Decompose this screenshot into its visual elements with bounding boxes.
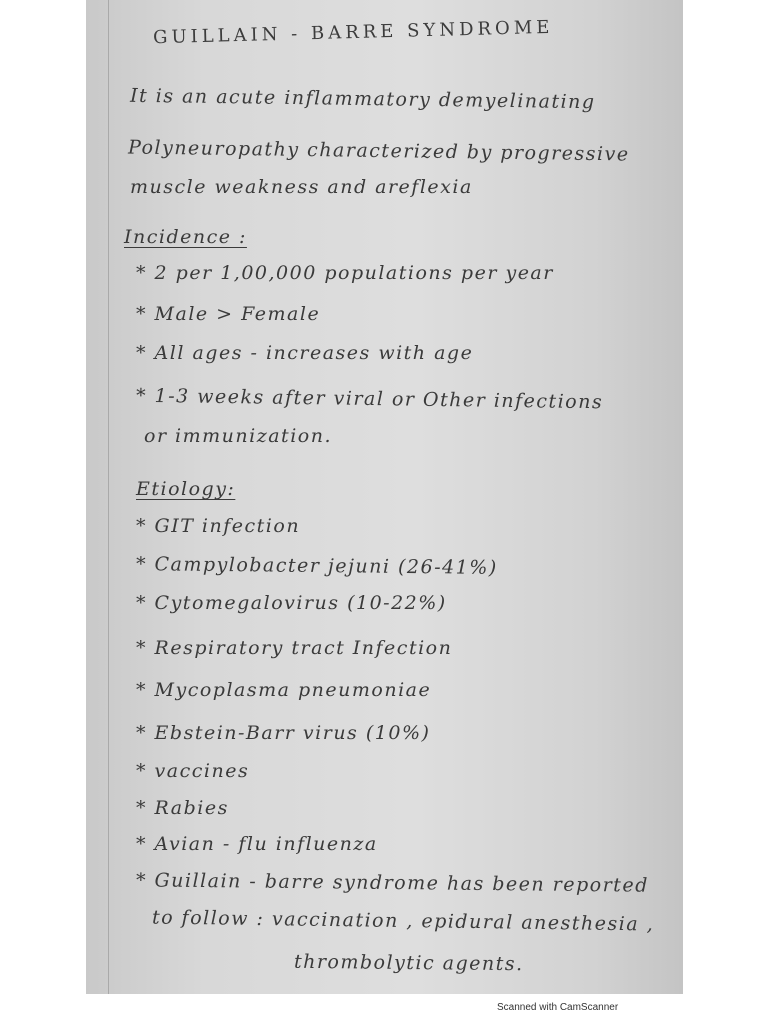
etiology-item: to follow : vaccination , epidural anesthesia , bbox=[151, 906, 655, 936]
etiology-item: * Ebstein-Barr virus (10%) bbox=[136, 722, 431, 744]
etiology-heading: Etiology: bbox=[136, 478, 236, 500]
etiology-item: * Respiratory tract Infection bbox=[136, 637, 453, 659]
incidence-item: * 2 per 1,00,000 populations per year bbox=[136, 262, 554, 284]
margin-line bbox=[108, 0, 109, 994]
etiology-item: * Mycoplasma pneumoniae bbox=[136, 679, 432, 701]
incidence-item: * All ages - increases with age bbox=[136, 342, 474, 364]
etiology-item: * Guillain - barre syndrome has been reported bbox=[135, 869, 649, 897]
incidence-item: * 1-3 weeks after viral or Other infections bbox=[135, 384, 604, 414]
incidence-item: * Male > Female bbox=[136, 303, 321, 325]
page-title: GUILLAIN - BARRE SYNDROME bbox=[152, 16, 554, 49]
definition-line: Polyneuropathy characterized by progressive bbox=[127, 136, 630, 166]
definition-line: muscle weakness and areflexia bbox=[130, 176, 473, 198]
etiology-item: * Avian - flu influenza bbox=[136, 833, 378, 855]
incidence-heading: Incidence : bbox=[124, 226, 247, 248]
etiology-item: thrombolytic agents. bbox=[293, 950, 524, 976]
etiology-item: * Rabies bbox=[136, 797, 229, 819]
scanner-watermark: Scanned with CamScanner bbox=[497, 1002, 619, 1013]
notebook-page bbox=[86, 0, 683, 994]
etiology-item: * vaccines bbox=[136, 760, 250, 782]
etiology-item: * GIT infection bbox=[136, 515, 301, 537]
definition-line: It is an acute inflammatory demyelinating bbox=[129, 84, 596, 114]
etiology-item: * Cytomegalovirus (10-22%) bbox=[136, 592, 447, 614]
incidence-item: or immunization. bbox=[144, 425, 332, 447]
etiology-item: * Campylobacter jejuni (26-41%) bbox=[135, 553, 498, 579]
